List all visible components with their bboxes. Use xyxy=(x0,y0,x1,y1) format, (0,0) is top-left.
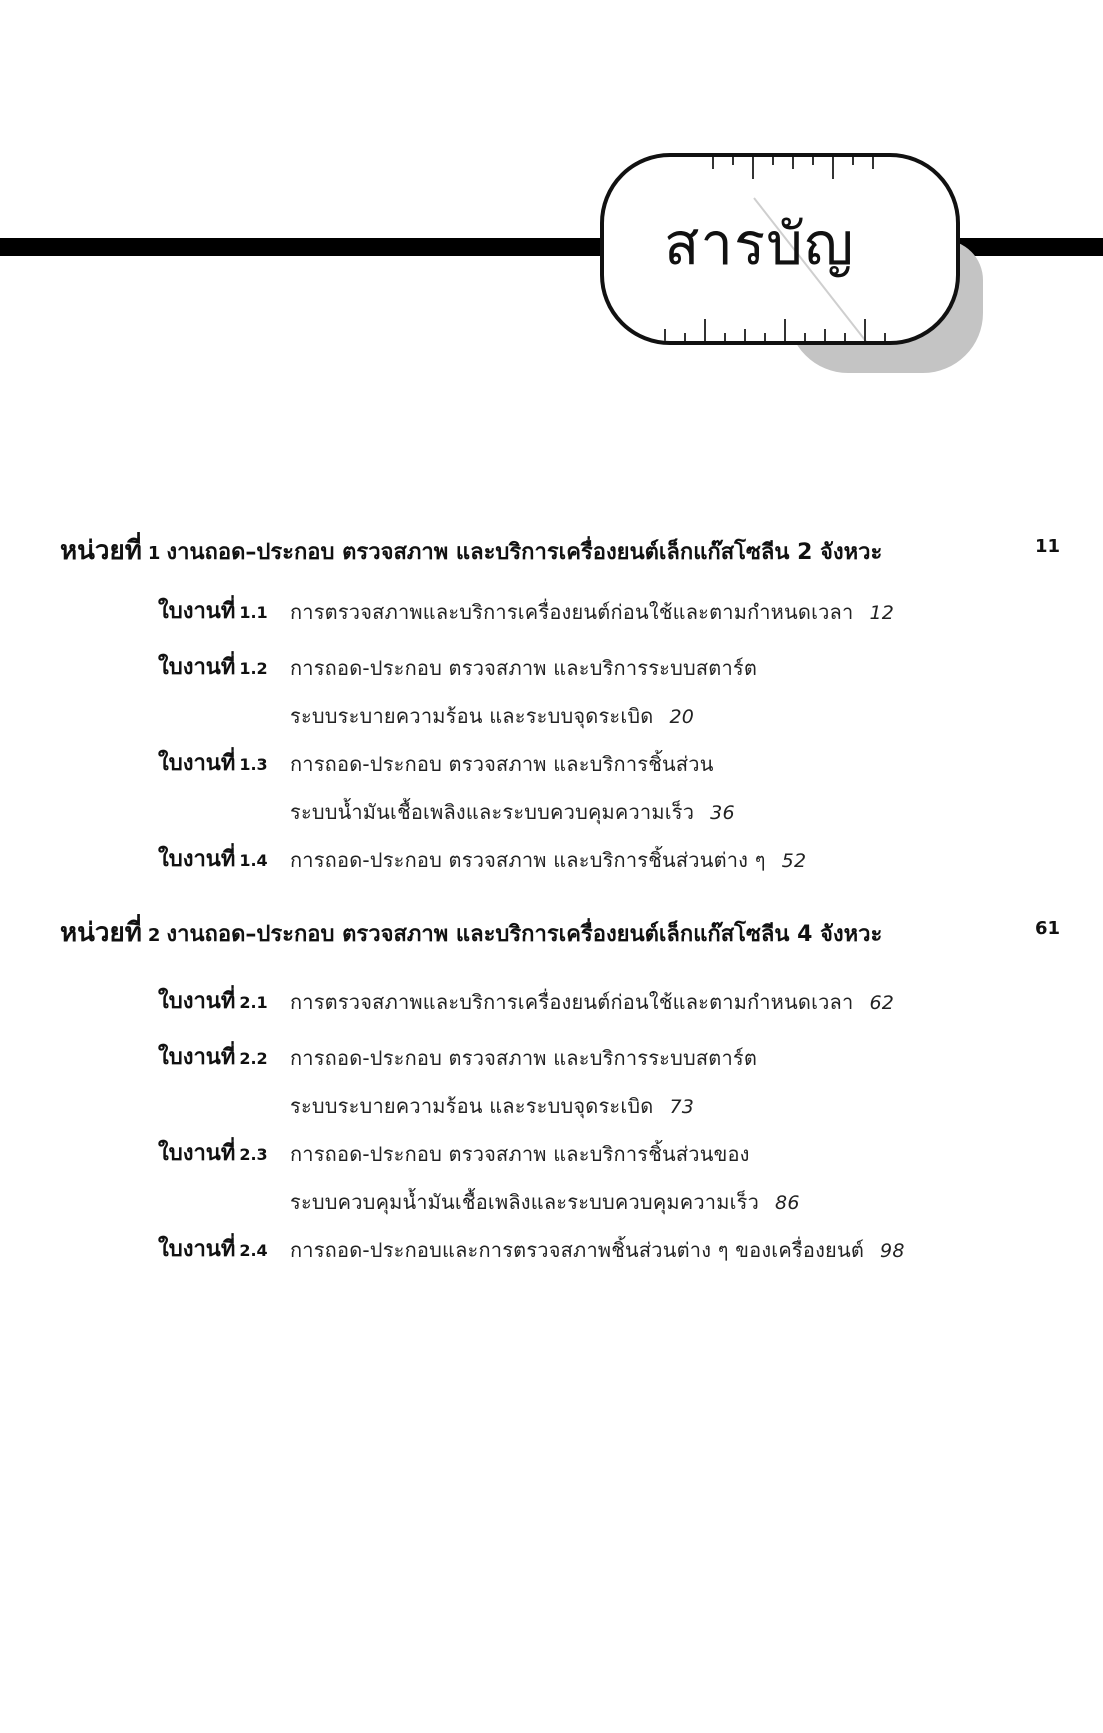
toc-unit-1[interactable] xyxy=(60,530,1060,570)
unit-label: หน่วยที่ xyxy=(60,918,142,948)
ruler-tick xyxy=(764,333,766,341)
sheet-page-number: 20 xyxy=(669,706,695,728)
sheet-page-number: 86 xyxy=(775,1192,800,1214)
ruler-tick xyxy=(852,157,854,165)
sheet-page-number: 73 xyxy=(669,1096,695,1118)
sheet-title-line xyxy=(290,788,1030,837)
page-title: สารบัญ xyxy=(664,210,855,278)
sheet-label: ใบงานที่ xyxy=(158,847,236,872)
sheet-page-number: 62 xyxy=(869,992,895,1014)
sheet-label: ใบงานที่ xyxy=(158,655,236,680)
sheet-label-group xyxy=(158,1226,268,1275)
unit-page-number: 61 xyxy=(1034,918,1060,939)
sheet-label: ใบงานที่ xyxy=(158,989,236,1014)
sheet-label-group xyxy=(158,588,268,637)
sheet-title-text: ระบบระบายความร้อน และระบบจุดระเบิด xyxy=(290,704,654,728)
sheet-title-text: ระบบควบคุมน้ำมันเชื้อเพลิงและระบบควบคุมความเร็ว xyxy=(290,1190,760,1214)
ruler-tick xyxy=(664,329,666,341)
sheet-body xyxy=(290,740,1030,837)
ruler-tick xyxy=(712,157,714,169)
sheet-title-line: การถอด-ประกอบ ตรวจสภาพ และบริการชิ้นส่วนของ xyxy=(290,1142,750,1166)
sheet-body xyxy=(290,1034,1030,1131)
sheet-label-group xyxy=(158,1130,268,1179)
sheet-label-group xyxy=(158,1034,268,1083)
sheet-label: ใบงานที่ xyxy=(158,1237,236,1262)
title-frame xyxy=(600,153,960,345)
sheet-body xyxy=(290,1226,1030,1275)
sheet-page-number: 52 xyxy=(781,850,807,872)
sheet-body xyxy=(290,588,1030,637)
sheet-body xyxy=(290,836,1030,885)
sheet-label-group xyxy=(158,644,268,693)
ruler-tick xyxy=(724,333,726,341)
ruler-tick xyxy=(704,319,706,341)
sheet-number: 1.1 xyxy=(239,603,268,622)
unit-title: งานถอด–ประกอบ ตรวจสภาพ และบริการเครื่องยนต์เล็กแก๊สโซลีน 2 จังหวะ xyxy=(166,540,883,565)
sheet-body xyxy=(290,978,1030,1027)
sheet-title-line xyxy=(290,978,1030,1027)
sheet-title-line xyxy=(290,692,1030,741)
ruler-tick xyxy=(844,333,846,341)
ruler-tick xyxy=(884,333,886,341)
sheet-label: ใบงานที่ xyxy=(158,751,236,776)
sheet-title-line xyxy=(290,1226,1030,1275)
sheet-title-text: ระบบระบายความร้อน และระบบจุดระเบิด xyxy=(290,1094,654,1118)
sheet-title-line xyxy=(290,1082,1030,1131)
sheet-page-number: 36 xyxy=(710,802,735,824)
sheet-title-text: ระบบน้ำมันเชื้อเพลิงและระบบควบคุมความเร็ว xyxy=(290,800,695,824)
ruler-tick xyxy=(812,157,814,165)
sheet-number: 2.3 xyxy=(239,1145,268,1164)
unit-label: หน่วยที่ xyxy=(60,536,142,566)
sheet-label: ใบงานที่ xyxy=(158,599,236,624)
ruler-tick xyxy=(772,157,774,165)
sheet-number: 2.2 xyxy=(239,1049,268,1068)
sheet-number: 2.1 xyxy=(239,993,268,1012)
toc-unit-2[interactable] xyxy=(60,912,1060,952)
sheet-title-text: การตรวจสภาพและบริการเครื่องยนต์ก่อนใช้และตามกำหนดเวลา xyxy=(290,600,854,624)
sheet-page-number: 98 xyxy=(880,1240,905,1262)
sheet-title-text: การถอด-ประกอบ ตรวจสภาพ และบริการชิ้นส่วนต่าง ๆ xyxy=(290,848,766,872)
ruler-tick xyxy=(872,157,874,169)
ruler-tick xyxy=(752,157,754,179)
ruler-tick xyxy=(804,333,806,341)
sheet-label-group xyxy=(158,740,268,789)
ruler-tick xyxy=(832,157,834,179)
ruler-tick xyxy=(864,319,866,341)
sheet-number: 1.2 xyxy=(239,659,268,678)
sheet-number: 1.4 xyxy=(239,851,268,870)
sheet-title-line xyxy=(290,836,1030,885)
ruler-tick xyxy=(744,329,746,341)
sheet-label: ใบงานที่ xyxy=(158,1045,236,1070)
sheet-title-line xyxy=(290,1178,1030,1227)
sheet-number: 1.3 xyxy=(239,755,268,774)
sheet-label-group xyxy=(158,836,268,885)
unit-page-number: 11 xyxy=(1034,536,1060,557)
sheet-number: 2.4 xyxy=(239,1241,268,1260)
sheet-title-line: การถอด-ประกอบ ตรวจสภาพ และบริการระบบสตาร์ต xyxy=(290,1046,758,1070)
ruler-tick xyxy=(824,329,826,341)
sheet-page-number: 12 xyxy=(869,602,895,624)
ruler-tick xyxy=(732,157,734,165)
sheet-label-group xyxy=(158,978,268,1027)
sheet-title-line xyxy=(290,588,1030,637)
ruler-tick xyxy=(784,319,786,341)
sheet-body xyxy=(290,1130,1030,1227)
sheet-title-text: การถอด-ประกอบและการตรวจสภาพชิ้นส่วนต่าง ๆ ของเครื่องยนต์ xyxy=(290,1238,865,1262)
ruler-tick xyxy=(684,333,686,341)
unit-title: งานถอด–ประกอบ ตรวจสภาพ และบริการเครื่องยนต์เล็กแก๊สโซลีน 4 จังหวะ xyxy=(166,922,883,947)
sheet-title-line: การถอด-ประกอบ ตรวจสภาพ และบริการชิ้นส่วน xyxy=(290,752,714,776)
ruler-tick xyxy=(792,157,794,169)
unit-number: 1 xyxy=(147,543,161,564)
sheet-label: ใบงานที่ xyxy=(158,1141,236,1166)
sheet-body xyxy=(290,644,1030,741)
sheet-title-line: การถอด-ประกอบ ตรวจสภาพ และบริการระบบสตาร์ต xyxy=(290,656,758,680)
sheet-title-text: การตรวจสภาพและบริการเครื่องยนต์ก่อนใช้และตามกำหนดเวลา xyxy=(290,990,854,1014)
unit-number: 2 xyxy=(147,925,161,946)
